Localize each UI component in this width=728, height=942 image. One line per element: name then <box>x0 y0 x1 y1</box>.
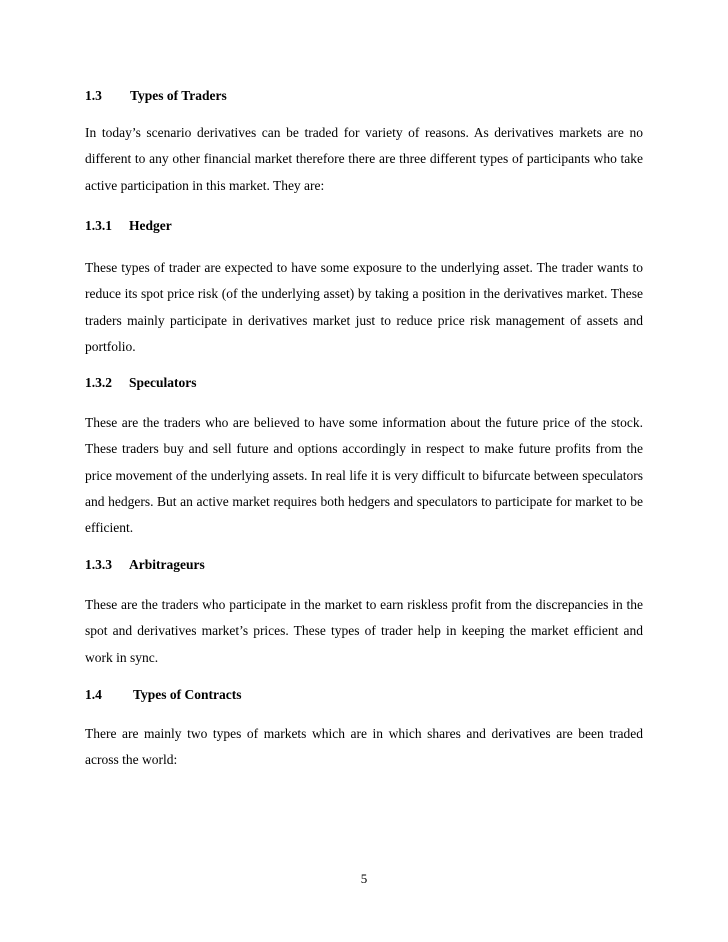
section-body-1-3-1: These types of trader are expected to have some exposure to the underlying asset. The trader wants to reduce its spot price risk (of the underlying asset) by taking a position in the derivatives market. These traders mainly participate in derivatives market just to reduce price risk management of assets and portfolio. <box>85 260 643 354</box>
section-title: Arbitrageurs <box>129 557 205 572</box>
section-heading-1-3-3 <box>85 557 205 573</box>
section-body-1-3-2: These are the traders who are believed to have some information about the future price of the stock. These traders buy and sell future and options accordingly in respect to make future profits from the price movement of the underlying assets. In real life it is very difficult to bifurcate between speculators and hedgers. But an active market requires both hedgers and speculators to participate for market to be efficient. <box>85 415 643 536</box>
section-title: Types of Contracts <box>133 687 242 702</box>
section-body-1-3: In today’s scenario derivatives can be traded for variety of reasons. As derivatives markets are no different to any other financial market therefore there are three different types of participants who take active participation in this market. They are: <box>85 125 643 193</box>
section-body-1-4: There are mainly two types of markets which are in which shares and derivatives are been traded across the world: <box>85 726 643 768</box>
section-number: 1.3.1 <box>85 218 112 233</box>
section-title: Types of Traders <box>130 88 227 103</box>
section-body-1-3-3: These are the traders who participate in the market to earn riskless profit from the discrepancies in the spot and derivatives market’s prices. These types of trader help in keeping the market efficient and work in sync. <box>85 597 643 665</box>
section-heading-1-3 <box>85 88 227 104</box>
section-heading-1-3-2 <box>85 375 197 391</box>
section-heading-1-4 <box>85 687 242 703</box>
section-heading-1-3-1 <box>85 218 172 234</box>
section-number: 1.3.3 <box>85 557 112 572</box>
section-number: 1.3 <box>85 88 102 103</box>
section-title: Hedger <box>129 218 172 233</box>
section-number: 1.3.2 <box>85 375 112 390</box>
page-number: 5 <box>360 871 368 886</box>
section-title: Speculators <box>129 375 197 390</box>
section-number: 1.4 <box>85 687 102 702</box>
